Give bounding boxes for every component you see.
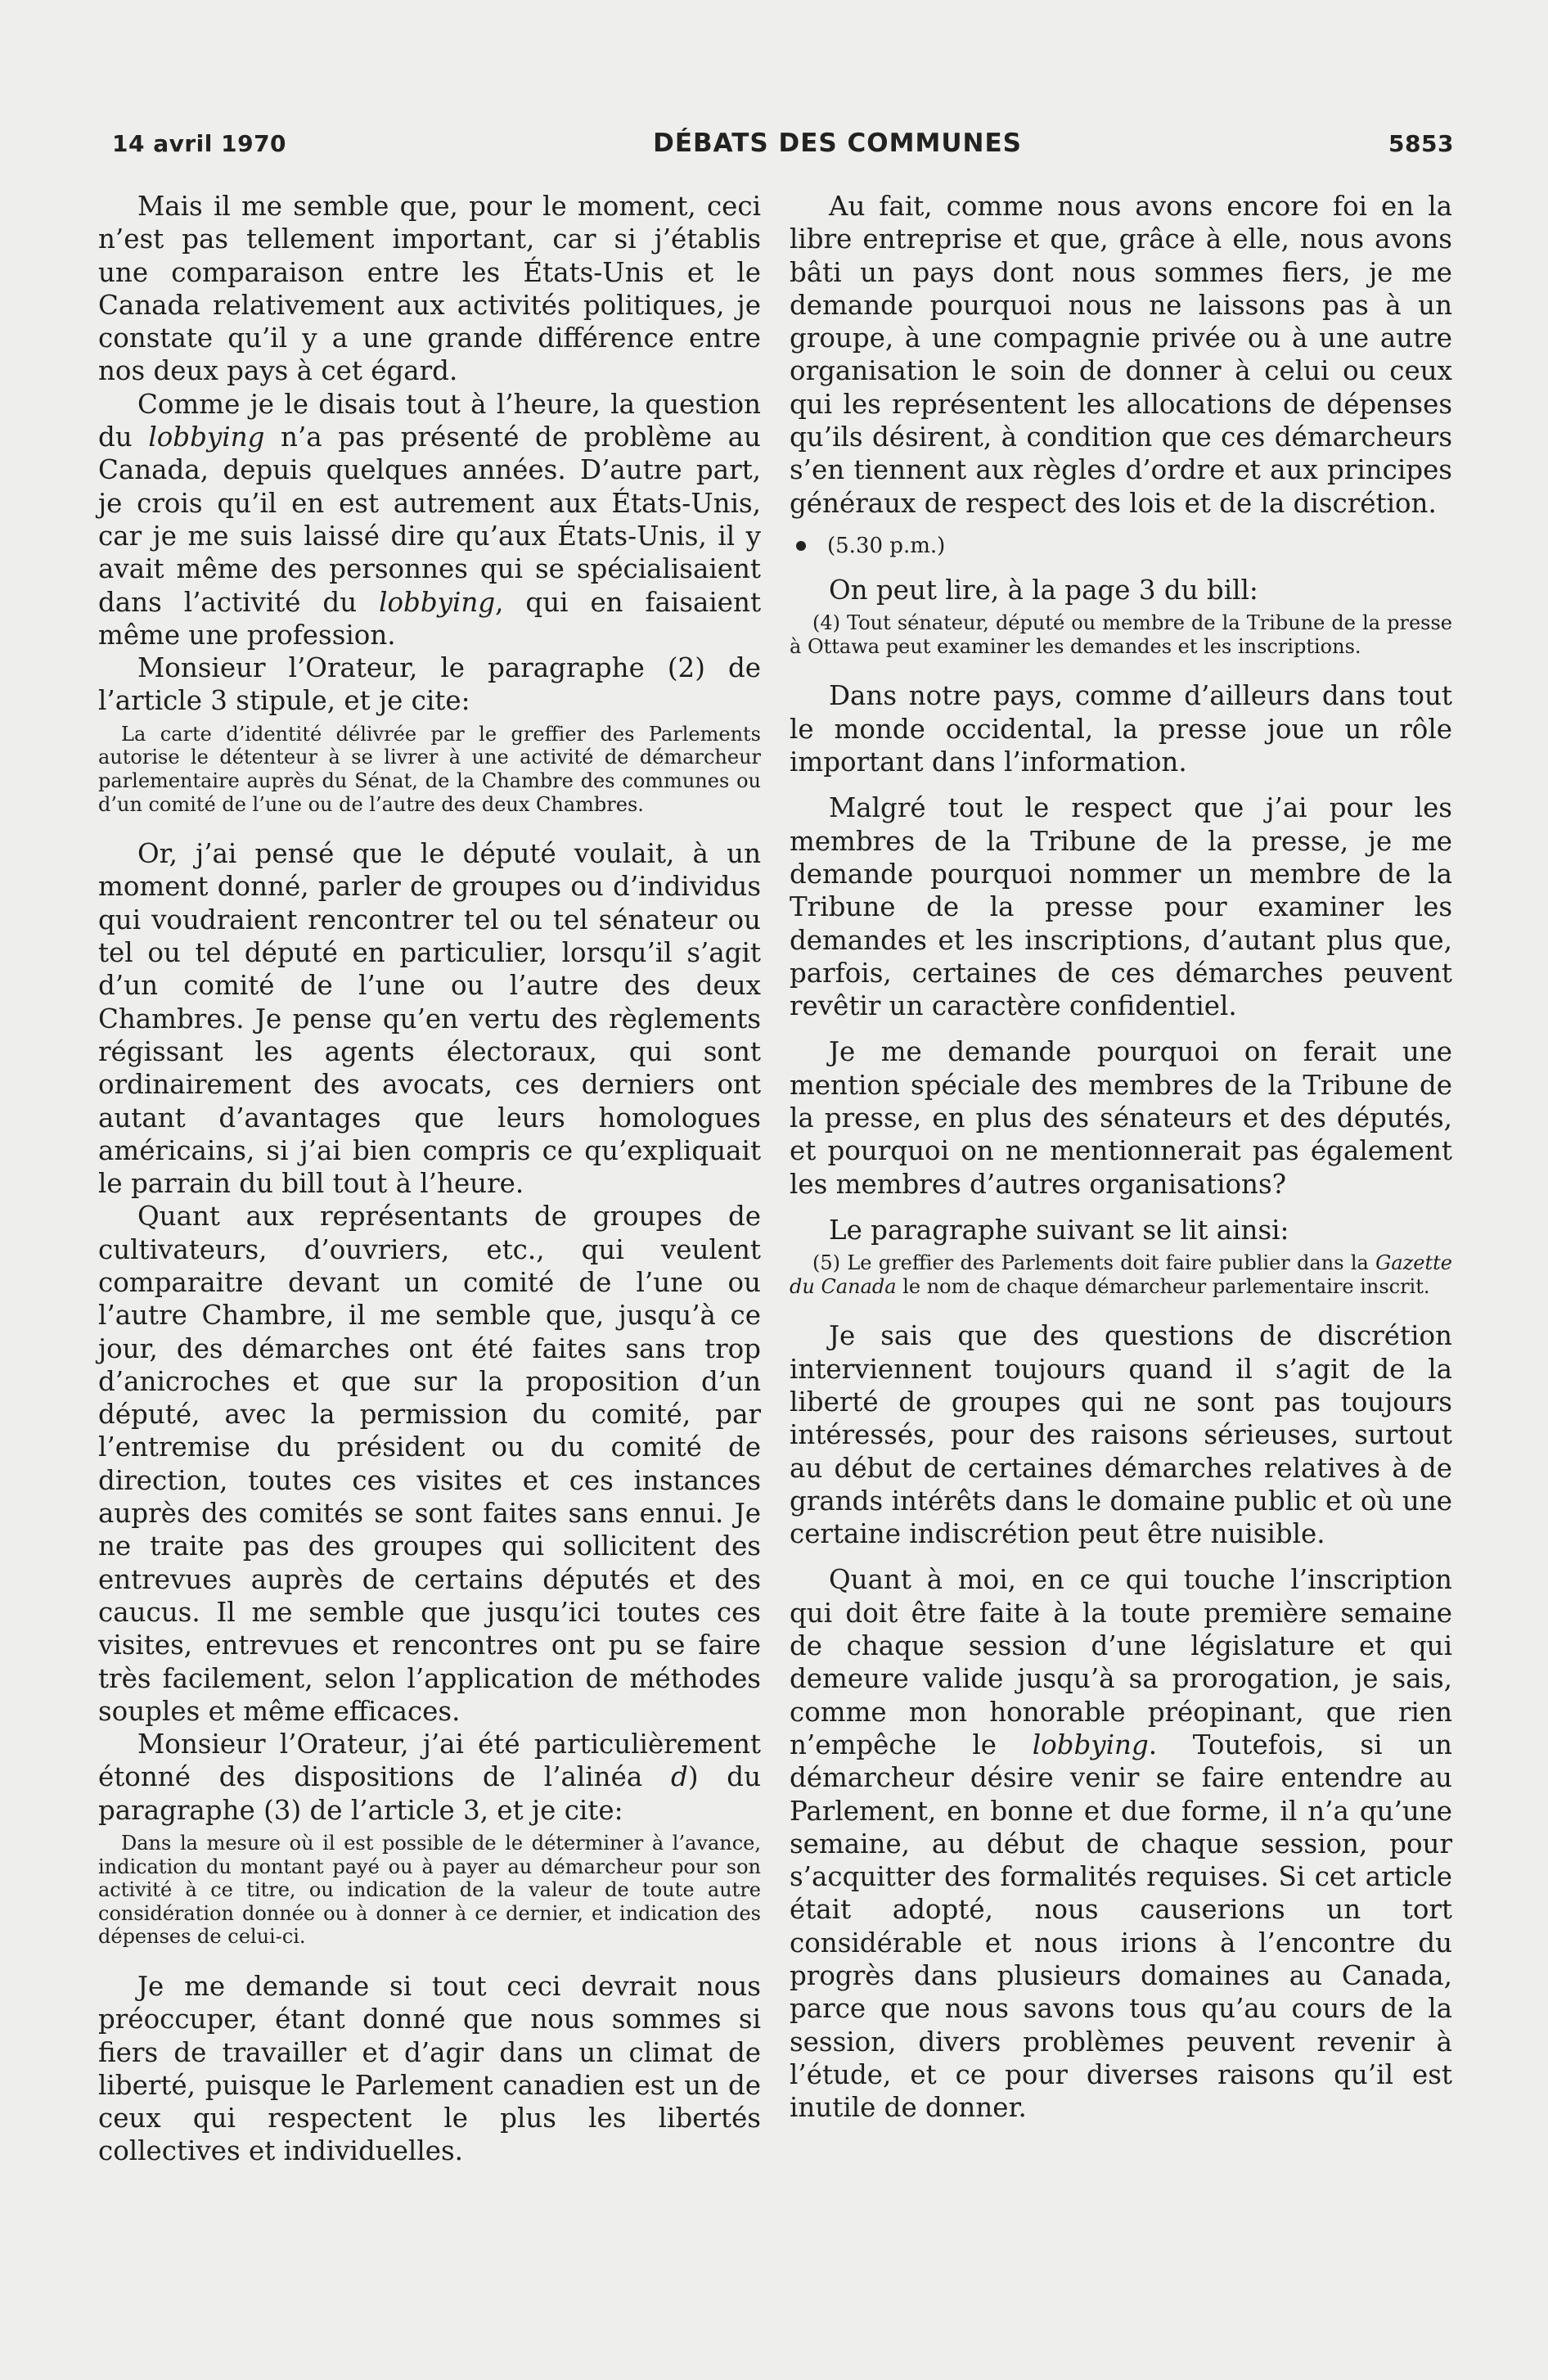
paragraph: Je sais que des questions de discrétion interviennent toujours quand il s’agit de la liberté de groupes qui ne sont pas toujours intéressés, pour des raisons sérieuses, surtout au début de certaines démarches relatives à de grands intérêts dans le domaine public et où une certaine indiscrétion peut être nuisible. <box>790 1320 1452 1550</box>
paragraph: Dans notre pays, comme d’ailleurs dans tout le monde occidental, la presse joue un rôle important dans l’information. <box>790 680 1452 778</box>
paragraph: Je me demande si tout ceci devrait nous préoccuper, étant donné que nous sommes si fiers de travailler et d’agir dans un climat de liberté, puisque le Parlement canadien est un de ceux qui respectent le plus les libertés collectives et individuelles. <box>98 1971 761 2167</box>
paragraph: Au fait, comme nous avons encore foi en la libre entreprise et que, grâce à elle, nous avons bâti un pays dont nous sommes fiers, je me demande pourquoi nous ne laissons pas à un groupe, à une compagnie privée ou à une autre organisation le soin de donner à celui ou ceux qui les représentent les allocations de dépenses qu’ils désirent, à condition que ces démarcheurs s’en tiennent aux règles d’ordre et aux principes généraux de respect des lois et de la discrétion. <box>790 191 1452 519</box>
paragraph: Comme je le disais tout à l’heure, la question du lobbying n’a pas présenté de problème au Canada, depuis quelques années. D’autre part, je crois qu’il en est autrement aux États-Unis, car je me suis laissé dire qu’aux États-Unis, il y avait même des personnes qui se spécialisaient dans l’activité du lobbying, qui en faisaient même une profession. <box>98 388 762 651</box>
paragraph: Monsieur l’Orateur, j’ai été particulièrement étonné des dispositions de l’alinéa d) du paragraphe (3) de l’article 3, et je cite: <box>98 1729 762 1826</box>
paragraph: Je me demande pourquoi on ferait une mention spéciale des membres de la Tribune de la presse, en plus des sénateurs et des députés, et pourquoi on ne mentionnerait pas également les membres d’autres organisations? <box>790 1036 1452 1200</box>
left-column <box>98 190 761 2168</box>
paragraph: Mais il me semble que, pour le moment, ceci n’est pas tellement important, car si j’établis une comparaison entre les États-Unis et le Canada relativement aux activités politiques, je constate qu’il y a une grande différence entre nos deux pays à cet égard. <box>98 191 761 387</box>
block-quote: La carte d’identité délivrée par le greffier des Parlements autorise le détenteur à se livrer à une activité de démarcheur parlementaire auprès du Sénat, de la Chambre des communes ou d’un comité de l’une ou de l’autre des deux Chambres. <box>98 722 761 816</box>
header-date: 14 avril 1970 <box>112 129 287 157</box>
time-label: (5.30 p.m.) <box>827 533 946 558</box>
paragraph: Quant à moi, en ce qui touche l’inscription qui doit être faite à la toute première semaine de chaque session d’une législature et qui demeure valide jusqu’à sa prorogation, je sais, comme mon honorable préopinant, que rien n’empêche le lobbying. Toutefois, si un démarcheur désire venir se faire entendre au Parlement, en bonne et due forme, il n’a qu’une semaine, au début de chaque session, pour s’acquitter des formalités requises. Si cet article était adopté, nous causerions un tort considérable et nous irions à l’encontre du progrès dans plusieurs domaines au Canada, parce que nous savons tous qu’au cours de la session, divers problèmes peuvent revenir à l’étude, et ce pour diverses raisons qu’il est inutile de donner. <box>790 1564 1452 2124</box>
paragraph: On peut lire, à la page 3 du bill: <box>829 574 1258 606</box>
paragraph: Malgré tout le respect que j’ai pour les membres de la Tribune de la presse, je me demande pourquoi nommer un membre de la Tribune de la presse pour examiner les demandes et les inscriptions, d’autant plus que, parfois, certaines de ces démarches peuvent revêtir un caractère confidentiel. <box>790 792 1452 1022</box>
paragraph: Le paragraphe suivant se lit ainsi: <box>829 1214 1289 1246</box>
time-marker <box>796 530 1452 562</box>
paragraph: Monsieur l’Orateur, le paragraphe (2) de l’article 3 stipule, et je cite: <box>98 652 761 717</box>
paragraph: Or, j’ai pensé que le député voulait, à un moment donné, parler de groupes ou d’individus qui voudraient rencontrer tel ou tel sénateur ou tel ou tel député en particulier, lorsqu’il s’agit d’un comité de l’une ou l’autre des deux Chambres. Je pense qu’en vertu des règlements régissant les agents électoraux, qui sont ordinairement des avocats, ces derniers ont autant d’avantages que leurs homologues américains, si j’ai bien compris ce qu’expliquait le parrain du bill tout à l’heure. <box>98 838 761 1200</box>
header-page-number: 5853 <box>1388 129 1454 157</box>
block-quote: (4) Tout sénateur, député ou membre de la Tribune de la presse à Ottawa peut examiner les demandes et les inscriptions. <box>790 611 1452 658</box>
right-column <box>790 190 1452 2125</box>
header-title: DÉBATS DES COMMUNES <box>653 128 1022 158</box>
page-header <box>112 123 1454 164</box>
bullet-icon <box>796 541 806 551</box>
block-quote: Dans la mesure où il est possible de le déterminer à l’avance, indication du montant payé ou à payer au démarcheur pour son activité à ce titre, ou indication de la valeur de toute autre considération donnée ou à donner à ce dernier, et indication des dépenses de celui-ci. <box>98 1832 761 1949</box>
paragraph: Quant aux représentants de groupes de cultivateurs, d’ouvriers, etc., qui veulent comparaitre devant un comité de l’une ou l’autre Chambre, il me semble que, jusqu’à ce jour, des démarches ont été faites sans trop d’anicroches et que sur la proposition d’un député, avec la permission du comité, par l’entremise du président ou du comité de direction, toutes ces visites et ces instances auprès des comités se sont faites sans ennui. Je ne traite pas des groupes qui sollicitent des entrevues auprès de certains députés et des caucus. Il me semble que jusqu’ici toutes ces visites, entrevues et rencontres ont pu se faire très facilement, selon l’application de méthodes souples et même efficaces. <box>98 1201 761 1727</box>
block-quote: (5) Le greffier des Parlements doit faire publier dans la Gazette du Canada le nom de chaque démarcheur parlementaire inscrit. <box>790 1251 1452 1298</box>
